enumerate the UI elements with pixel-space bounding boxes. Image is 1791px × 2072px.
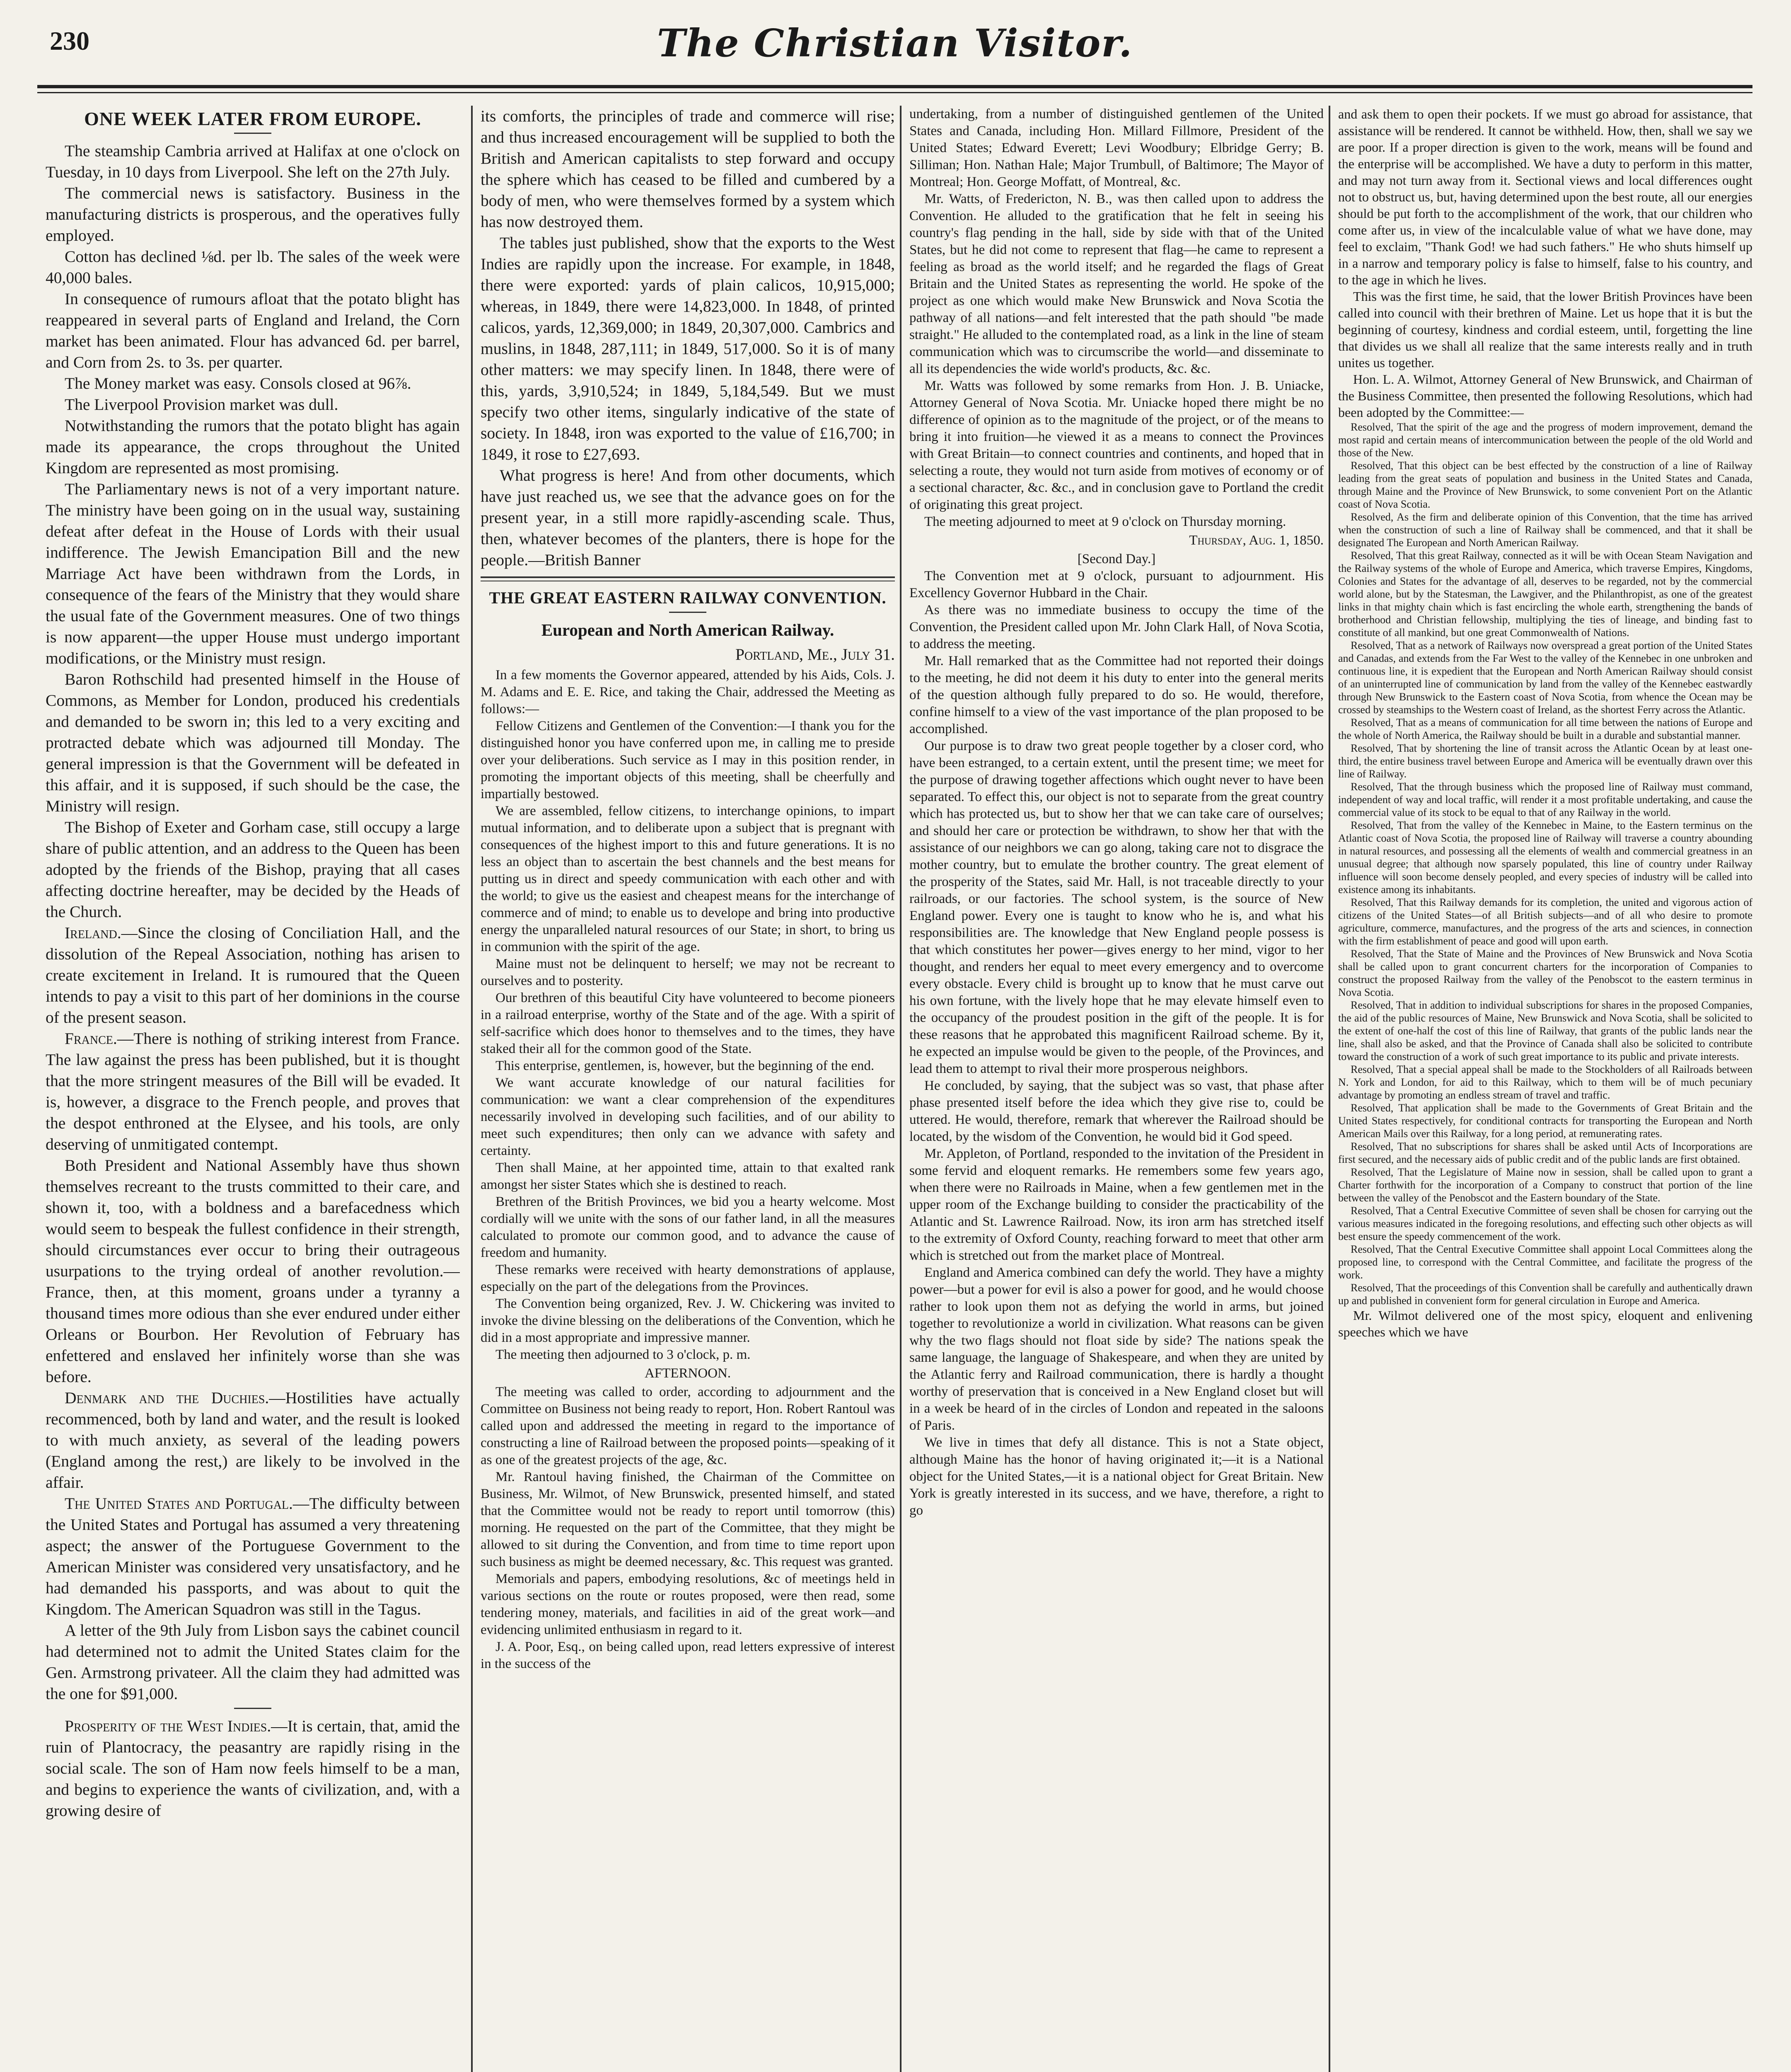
article-paragraph: undertaking, from a number of distinguished gentlemen of the United States and Canada, including Hon. Millard Fillmore, President of the United States; Edward Everett; Levi Woodbury; Elbridge Gerry; B. Silliman; Hon. Nathan Hale; Major Trumbull, of Baltimore; The Mayor of Montreal; Hon. George Moffatt, of Montreal, &c. xyxy=(909,107,1324,189)
column-divider xyxy=(900,106,902,2072)
section-label: Prosperity of the West Indies. xyxy=(65,1717,271,1735)
section-text: —There is nothing of striking interest from France. The law against the press has been published, but it is thought that the more stringent measures of the Bill will be evaded. It is, however, a disgrace to the French people, and proves that the despot enthroned at the Elysee, and his tools, are only deserving of unmitigated contempt. xyxy=(46,1029,460,1153)
article-paragraph: and ask them to open their pockets. If we must go abroad for assistance, that assistance will be rendered. It cannot be withheld. How, then, shall we say we are poor. If a proper direction is given to the work, means will be found and the enterprise will be accomplished. We have a duty to perform in this matter, and may not turn away from it. Sectional views and local differences ought not to obstruct us, but, having determined upon the best route, all our energies should be put forth to the accomplishment of the work, that our children who come after us, in view of the incalculable value of what we have done, may feel to exclaim, "Thank God! we had such fathers." He who shuts himself up in a narrow and temporary policy is false to himself, false to his country, and to the age in which he lives. xyxy=(1338,107,1752,287)
section-label: France. xyxy=(65,1029,117,1048)
article-paragraph: The commercial news is satisfactory. Business in the manufacturing districts is prosperous, and the operatives fully employed. xyxy=(46,184,460,244)
article-paragraph-west-indies xyxy=(46,1716,460,1821)
resolution-item: Resolved, That the spirit of the age and the progress of modern improvement, demand the most rapid and certain means of intercommunication between the people of the old World and those of the New. xyxy=(1338,421,1752,459)
article-paragraph: We are assembled, fellow citizens, to interchange opinions, to impart mutual information, and to deliberate upon a subject that is pregnant with consequences of the highest import to this and future generations. It is no less an object than to ascertain the best channels and the best means for putting us in direct and speedy communication with each other and with the world; to give us the easiest and cheapest means for the interchange of commerce and of mind; to enable us to develope and bring into productive energy the unparalleled natural resources of our State; in short, to bring us in communion with the spirit of the age. xyxy=(481,804,895,954)
column-divider xyxy=(471,106,473,2072)
column-3 xyxy=(909,106,1324,2072)
article-paragraph: This was the first time, he said, that the lower British Provinces have been called into council with their brethren of Maine. Let us hope that it is but the beginning of courtesy, kindness and cordial esteem, until, forgetting the line that divides us we shall all realize that the same interests really and in truth unites us together. xyxy=(1338,289,1752,370)
section-label: Denmark and the Duchies. xyxy=(65,1389,269,1407)
double-rule xyxy=(481,576,895,581)
headline-railway-convention: THE GREAT EASTERN RAILWAY CONVENTION. xyxy=(489,588,887,607)
article-paragraph: Memorials and papers, embodying resolutions, &c of meetings held in various sections on the route or routes proposed, were then read, some tendering money, materials, and facilities in aid of the great work—and evidencing unlimited enthusiasm in regard to it. xyxy=(481,1571,895,1637)
resolution-item: Resolved, That application shall be made to the Governments of Great Britain and the United States respectively, for conditional contracts for transporting the European and North American Mails over this Railway, for a long period, at remunerating rates. xyxy=(1338,1102,1752,1140)
article-paragraph: Mr. Watts was followed by some remarks from Hon. J. B. Uniacke, Attorney General of Nova Scotia. Mr. Uniacke hoped there might be no difference of opinion as to the magnitude of the project, or of the means to bring it into fruition—he viewed it as a means to connect the Provinces with Great Britain—to connect countries and continents, and hoped that in selecting a route, they would not turn aside from motives of economy or of a sectional character, &c. &c., and in conclusion gave to Portland the credit of originating this great project. xyxy=(909,378,1324,512)
article-paragraph: Mr. Rantoul having finished, the Chairman of the Committee on Business, Mr. Wilmot, of New Brunswick, presented himself, and stated that the Committee would not be ready to report until tomorrow (this) morning. He requested on the part of the Committee, that they might be allowed to sit during the Convention, and from time to time report upon such business as might be deemed necessary, &c. This request was granted. xyxy=(481,1469,895,1569)
article-paragraph: The Liverpool Provision market was dull. xyxy=(65,395,338,414)
second-day-label: [Second Day.] xyxy=(1077,552,1156,566)
article-paragraph: As there was no immediate business to occupy the time of the Convention, the President called upon Mr. John Clark Hall, of Nova Scotia, to address the meeting. xyxy=(909,603,1324,651)
section-text: —Hostilities have actually recommenced, both by land and water, and the result is looked to with much anxiety, as several of the leading powers (England among the rest,) are likely to be involved in the affair. xyxy=(46,1389,460,1491)
resolution-item: Resolved, That as a network of Railways now overspread a great portion of the United States and Canadas, and extends from the Far West to the valley of the Kennebec in one unbroken and continuous line, it is expedient that the European and North American Railway should consist of an uninterrupted line of communication by land from the valley of the Kennebec eastwardly through New Brunswick to the Eastern coast of Nova Scotia, from whence the Ocean may be crossed by steamships to the Western coast of Ireland, as the shortest Ferry across the Atlantic. xyxy=(1338,639,1752,716)
page-number: 230 xyxy=(50,26,89,56)
article-paragraph: Notwithstanding the rumors that the potato blight has again made its appearance, the crops throughout the United Kingdom are represented as most promising. xyxy=(46,416,460,477)
resolution-item: Resolved, As the firm and deliberate opinion of this Convention, that the time has arrived when the construction of such a line of Railway shall be commenced, and that it shall be designated The European and North American Railway. xyxy=(1338,511,1752,549)
article-paragraph: The Bishop of Exeter and Gorham case, still occupy a large share of public attention, and an address to the Queen has been adopted by the friends of the Bishop, praying that all cases affecting doctrine hereafter, may be decided by the Heads of the Church. xyxy=(46,818,460,921)
article-paragraph: its comforts, the principles of trade and commerce will rise; and thus increased encouragement will be supplied to both the British and American capitalists to step forward and occupy the sphere which has ceased to be filled and cumbered by a body of men, who were themselves formed by a system which has now destroyed them. xyxy=(481,107,895,231)
resolutions-list xyxy=(1338,421,1752,1307)
article-paragraph: The Convention met at 9 o'clock, pursuant to adjournment. His Excellency Governor Hubbard in the Chair. xyxy=(909,569,1324,600)
resolution-item: Resolved, That the through business which the proposed line of Railway must command, independent of way and local traffic, will render it a most profitable undertaking, and cause the commercial value of its stock to be equal to that of any Railway in the world. xyxy=(1338,781,1752,818)
resolution-item: Resolved, That the proceedings of this Convention shall be carefully and authentically drawn up and published in convenient form for general circulation in Europe and America. xyxy=(1338,1282,1752,1307)
article-paragraph: Mr. Hall remarked that as the Committee had not reported their doings to the meeting, he did not deem it his duty to enter into the general merits of the question although fully prepared to do so. He would, therefore, confine himself to a view of the vast importance of the plan proposed to be accomplished. xyxy=(909,654,1324,736)
article-paragraph: Then shall Maine, at her appointed time, attain to that exalted rank amongst her sister States which she is destined to reach. xyxy=(481,1160,895,1192)
article-paragraph: In a few moments the Governor appeared, attended by his Aids, Cols. J. M. Adams and E. E. Rice, and taking the Chair, addressed the Meeting as follows:— xyxy=(481,668,895,716)
masthead-rule-thin xyxy=(37,92,1752,93)
subheadline: European and North American Railway. xyxy=(541,620,834,639)
short-rule xyxy=(669,612,706,613)
resolution-item: Resolved, That the State of Maine and the Provinces of New Brunswick and Nova Scotia shall be called upon to grant concurrent charters for the incorporation of Companies to construct the proposed Railway from the valley of the Penobscot to the eastern terminus in Nova Scotia. xyxy=(1338,948,1752,998)
section-text: —Since the closing of Conciliation Hall, and the dissolution of the Repeal Association, nothing has arisen to create excitement in Ireland. It is rumoured that the Queen intends to pay a visit to this part of her dominions in the course of the present season. xyxy=(46,924,460,1026)
headline-europe: ONE WEEK LATER FROM EUROPE. xyxy=(84,108,421,129)
resolution-item: Resolved, That no subscriptions for shares shall be asked until Acts of Incorporations are first secured, and the necessary aids of public credit and of the public lands are first obtained. xyxy=(1338,1140,1752,1165)
article-paragraph: Brethren of the British Provinces, we bid you a hearty welcome. Most cordially will we unite with the sons of our father land, in all the measures calculated to promote our common good, and to advance the cause of freedom and humanity. xyxy=(481,1194,895,1260)
dateline: Thursday, Aug. 1, 1850. xyxy=(1189,533,1324,548)
article-paragraph: J. A. Poor, Esq., on being called upon, read letters expressive of interest in the success of the xyxy=(481,1639,895,1671)
resolution-item: Resolved, That the Central Executive Committee shall appoint Local Committees along the proposed line, to correspond with the Central Committee, and facilitate the progress of the work. xyxy=(1338,1243,1752,1281)
article-paragraph-france xyxy=(46,1028,460,1155)
article-paragraph: We live in times that defy all distance. This is not a State object, although Maine has the honor of having originated it;—it is a National object for the United States,—it is a national object for Great Britain. New York is greatly interested in its success, and we have, therefore, a right to go xyxy=(909,1435,1324,1518)
resolution-item: Resolved, That as a means of communication for all time between the nations of Europe and the whole of North America, the Railway should be built in a durable and substantial manner. xyxy=(1338,716,1752,741)
article-paragraph: The steamship Cambria arrived at Halifax at one o'clock on Tuesday, in 10 days from Liverpool. She left on the 27th July. xyxy=(46,142,460,181)
column-1 xyxy=(46,106,460,2072)
article-paragraph-ireland xyxy=(46,922,460,1028)
article-paragraph: Mr. Wilmot delivered one of the most spicy, eloquent and enlivening speeches which we have xyxy=(1338,1308,1752,1339)
resolution-item: Resolved, That the Legislature of Maine now in session, shall be called upon to grant a Charter forthwith for the incorporation of a Company to construct that portion of the line between the valley of the Penobscot and the Eastern boundary of the State. xyxy=(1338,1166,1752,1204)
afternoon-heading: AFTERNOON. xyxy=(644,1366,731,1381)
section-text: —The difficulty between the United States and Portugal has assumed a very threatening aspect; the answer of the Portuguese Government to the American Minister was considered very unsatisfactory, and he had demanded his passports, and was about to quit the Kingdom. The American Squadron was still in the Tagus. xyxy=(46,1494,460,1618)
dateline: Portland, Me., July 31. xyxy=(735,645,895,663)
article-paragraph: England and America combined can defy the world. They have a mighty power—but a power for evil is also a power for good, and he would choose rather to look upon them not as defying the world in arms, but joined together to revolutionize a world in civilization. What reasons can be given why the two flags should not float side by side? The nations speak the same language, the language of Shakespeare, and when they are united by the Atlantic ferry and Railroad communication, there is hardly a thought worthy of preservation that is conceived in a New England closet but will in a week be heard of in the circles of London and repeated in the saloons of Paris. xyxy=(909,1265,1324,1433)
article-paragraph: The Convention being organized, Rev. J. W. Chickering was invited to invoke the divine blessing on the deliberations of the Convention, which he did in a most appropriate and impressive manner. xyxy=(481,1296,895,1345)
article-paragraph: In consequence of rumours afloat that the potato blight has reappeared in several parts of England and Ireland, the Corn market has been animated. Flour has advanced 6d. per barrel, and Corn from 2s. to 3s. per quarter. xyxy=(46,290,460,371)
article-paragraph: We want accurate knowledge of our natural facilities for communication: we want a clear comprehension of the expenditures necessarily involved in developing such facilities, and of our ability to meet such expenditures; then only can we advance with safety and certainty. xyxy=(481,1075,895,1158)
article-paragraph: What progress is here! And from other documents, which have just reached us, we see that the advance goes on for the present year, in a still more rapidly-ascending scale. Thus, then, whatever becomes of the planters, there is hope for the people.—British Banner xyxy=(481,466,895,569)
article-paragraph-denmark xyxy=(46,1387,460,1493)
resolution-item: Resolved, That in addition to individual subscriptions for shares in the proposed Companies, the aid of the public resources of Maine, New Brunswick and Nova Scotia, shall be solicited to the extent of one-half the cost of this line of Railway, that grants of the public lands near the line, shall also be asked, and that the Province of Canada shall also be solicited to contribute toward the construction of a work of such great importance to its public and private interests. xyxy=(1338,999,1752,1063)
resolution-item: Resolved, That a Central Executive Committee of seven shall be chosen for carrying out the various measures indicated in the foregoing resolutions, and effecting such other objects as will best ensure the speedy commencement of the work. xyxy=(1338,1205,1752,1242)
article-paragraph: A letter of the 9th July from Lisbon says the cabinet council had determined not to admit the United States claim for the Gen. Armstrong privateer. All the claim they had admitted was the one for $91,000. xyxy=(46,1621,460,1703)
section-label: The United States and Portugal. xyxy=(65,1494,293,1513)
masthead xyxy=(37,17,1752,79)
resolution-item: Resolved, That by shortening the line of transit across the Atlantic Ocean by at least one-third, the entire business travel between Europe and America will be eventually drawn over this line of Railway. xyxy=(1338,742,1752,780)
article-paragraph: Mr. Watts, of Fredericton, N. B., was then called upon to address the Convention. He alluded to the gratification that he felt in seeing his country's flag pending in the hall, side by side with that of the United States, but he did not come to represent that flag—he came to represent a feeling as broad as the world itself; and he regarded the flags of Great Britain and the United States as representing the world. He spoke of the project as one which would make New Brunswick and Nova Scotia the pathway of all nations—and felt interested that the path should "be made straight." He alluded to the contemplated road, as a link in the line of steam communication which was to circumscribe the world—and disseminate to all its dependencies the wide world's products, &c. &c. xyxy=(909,191,1324,376)
article-paragraph: The Money market was easy. Consols closed at 96⅞. xyxy=(65,374,411,392)
resolution-item: Resolved, That from the valley of the Kennebec in Maine, to the Eastern terminus on the Atlantic coast of Nova Scotia, the proposed line of Railway will traverse a country abounding in natural resources, and possessing all the elements of wealth and commercial greatness in an unusual degree; that although now sparsely populated, this line of country under Railway influence will soon become densely peopled, and every species of industry will be called into existence among its inhabitants. xyxy=(1338,819,1752,896)
article-paragraph: Mr. Appleton, of Portland, responded to the invitation of the President in some fervid and eloquent remarks. He remembers some few years ago, when there were no Railroads in Maine, when a few gentlemen met in the upper room of the Exchange building to consider the practicability of the Atlantic and St. Lawrence Railroad. Now, its iron arm has stretched itself to the extremity of Oxford County, reaching forward to meet that other arm which is stretched out from the market place of Montreal. xyxy=(909,1146,1324,1263)
column-4 xyxy=(1338,106,1752,2072)
article-paragraph: The Parliamentary news is not of a very important nature. The ministry have been going on in the usual way, sustaining defeat after defeat in the House of Lords with their usual indifference. The Jewish Emancipation Bill and the new Marriage Act have been withdrawn from the Lords, in consequence of the fears of the Ministry that they would share the usual fate of the Government measures. One of two things is now apparent—the upper House must undergo important modifications, or the Ministry must resign. xyxy=(46,480,460,667)
short-rule xyxy=(234,1708,271,1709)
article-paragraph: This enterprise, gentlemen, is, however, but the beginning of the end. xyxy=(495,1058,875,1073)
column-divider xyxy=(1329,106,1330,2072)
column-2 xyxy=(481,106,895,2072)
article-paragraph: The tables just published, show that the exports to the West Indies are rapidly upon the increase. For example, in 1848, there were exported: yards of plain calicos, 10,915,000; whereas, in 1849, there were 14,823,000. In 1848, of printed calicos, yards, 12,369,000; in 1849, 20,307,000. Cambrics and muslins, in 1848, 287,111; in 1849, 517,000. So it is of many other matters: we may specify linen. In 1848, there were of this, yards, 3,910,524; in 1849, 5,184,549. But we must specify two other items, singularly indicative of the state of society. In 1848, iron was exported to the value of £16,700; in 1849, it rose to £27,693. xyxy=(481,234,895,463)
article-paragraph: Maine must not be delinquent to herself; we may not be recreant to ourselves and to posterity. xyxy=(481,956,895,988)
article-paragraph: He concluded, by saying, that the subject was so vast, that phase after phase presented itself before the idea which they give rise to, could be uttered. He would, therefore, remark that wherever the Railroad should be located, by the wisdom of the Convention, he would bid it God speed. xyxy=(909,1078,1324,1144)
article-paragraph: The meeting then adjourned to 3 o'clock, p. m. xyxy=(495,1347,751,1362)
article-paragraph: Cotton has declined ⅛d. per lb. The sales of the week were 40,000 bales. xyxy=(46,247,460,287)
masthead-rule xyxy=(37,85,1752,88)
article-paragraph: Our brethren of this beautiful City have volunteered to become pioneers in a railroad enterprise, worthy of the State and of the age. With a spirit of self-sacrifice which does honor to themselves and to the times, they have staked their all for the common good of the State. xyxy=(481,990,895,1056)
section-label: Ireland. xyxy=(65,924,121,942)
article-paragraph: The meeting adjourned to meet at 9 o'clock on Thursday morning. xyxy=(924,514,1286,529)
article-paragraph-portugal xyxy=(46,1493,460,1620)
resolution-item: Resolved, That this Railway demands for its completion, the united and vigorous action of citizens of the United States—of all British subjects—and of all who desire to promote agriculture, commerce, manufactures, and the progress of the arts and sciences, in connection with the firm establishment of peace and good will upon earth. xyxy=(1338,896,1752,947)
resolution-item: Resolved, That a special appeal shall be made to the Stockholders of all Railroads between N. York and London, for aid to this Railway, which to them will be of much pecuniary advantage by promoting an endless stream of travel and traffic. xyxy=(1338,1063,1752,1101)
paper-title: The Christian Visitor. xyxy=(657,21,1133,65)
article-paragraph: Hon. L. A. Wilmot, Attorney General of New Brunswick, and Chairman of the Business Committee, then presented the following Resolutions, which had been adopted by the Committee:— xyxy=(1338,372,1752,420)
article-paragraph: These remarks were received with hearty demonstrations of applause, especially on the part of the delegations from the Provinces. xyxy=(481,1262,895,1294)
article-paragraph: Our purpose is to draw two great people together by a closer cord, who have been estranged, to a certain extent, until the present time; we meet for the purpose of drawing together affections which ought never to have been separated. To effect this, our object is not to separate from the great country which has protected us, but to show her that we can take care of ourselves; and should her care or protection be withdrawn, to show her that with the assistance of our neighbors we can go along, taking care not to disgrace the mother country, but to emulate the brother country. The great element of the prosperity of the States, said Mr. Hall, is not traceable directly to your railroads, or our factories. The school system, is the source of New England power. Every one is taught to know who he is, and what his responsibilities are. The knowledge that New England people possess is that which constitutes her power—gives energy to her mind, vigor to her thought, and renders her equal to meet every emergency and to overcome every obstacle. Every child is brought up to know that he must carve out his own fortune, with the lively hope that he may elevate himself even to the occupancy of the proudest position in the gift of the people. It is for these reasons that he approbated this magnificent Railroad scheme. By it, he expected an impulse would be given to the people, of the Provinces, and lead them to attempt to rival their more prosperous neighbors. xyxy=(909,738,1324,1076)
article-paragraph: Baron Rothschild had presented himself in the House of Commons, as Member for London, produced his credentials and demanded to be sworn in; this led to a very exciting and protracted debate which was adjourned till Monday. The general impression is that the Government will be defeated in this affair, and it is supposed, if such should be the case, the Ministry will resign. xyxy=(46,670,460,815)
article-paragraph: The meeting was called to order, according to adjournment and the Committee on Business not being ready to report, Hon. Robert Rantoul was called upon and addressed the meeting in regard to the importance of constructing a line of Railroad between the proposed points—speaking of it as one of the greatest projects of the age, &c. xyxy=(481,1385,895,1467)
resolution-item: Resolved, That this object can be best effected by the construction of a line of Railway leading from the great seats of population and business in the United States and Canada, through Maine and the Province of New Brunswick, to some convenient Port on the Atlantic coast of Nova Scotia. xyxy=(1338,460,1752,510)
resolution-item: Resolved, That this great Railway, connected as it will be with Ocean Steam Navigation and the Railway systems of the whole of Europe and America, which traverse Empires, Kingdoms, Colonies and States for the advantage of all, deserves to be regarded, not by the commercial world alone, but by the Statesman, the Lawgiver, and the Philanthropist, as one of the greatest links in that mighty chain which is fast encircling the whole earth, strengthening the bands of brotherhood and Christian fellowship, multiplying the ties of lineage, and binding fast to constitute of all mankind, but one great Commonwealth of Nations. xyxy=(1338,549,1752,639)
section-text: —It is certain, that, amid the ruin of Plantocracy, the peasantry are rapidly rising in the social scale. The son of Ham now feels himself to be a man, and begins to experience the wants of civilization, and, with a growing desire of xyxy=(46,1717,460,1820)
short-rule xyxy=(234,133,271,134)
article-paragraph: Fellow Citizens and Gentlemen of the Convention:—I thank you for the distinguished honor you have conferred upon me, in calling me to preside over your deliberations. Such service as I may in this position render, in promoting the important objects of this meeting, shall be cheerfully and impartially bestowed. xyxy=(481,719,895,801)
article-paragraph: Both President and National Assembly have thus shown themselves recreant to the trusts committed to their care, and shown it, too, with a boldness and a barefacedness which would seem to bespeak the fullest confidence in their strength, should circumstances ever occur to bring their outrageous usurpations to the trying ordeal of another revolution.—France, then, at this moment, groans under a tyranny a thousand times more odious than she ever endured under either Orleans or Bourbon. Her Revolution of February has enfettered and enslaved her infinitely worse than she was before. xyxy=(46,1156,460,1386)
